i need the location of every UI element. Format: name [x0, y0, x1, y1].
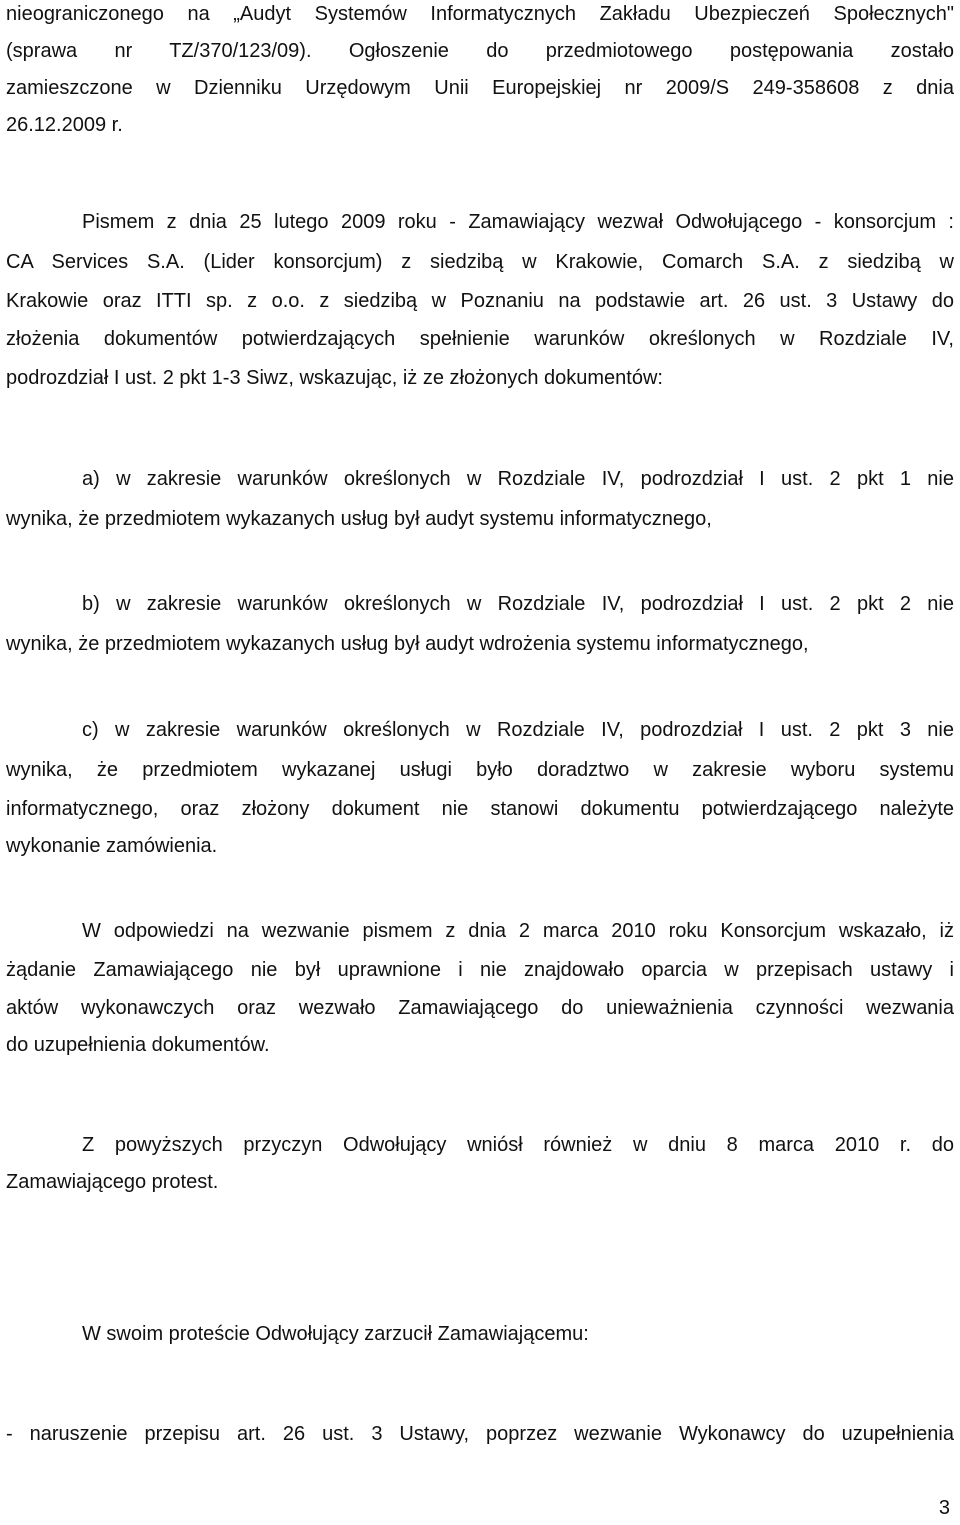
paragraph-3-line-2: wynika, że przedmiotem wykazanych usług był audyt systemu informatycznego,	[6, 508, 712, 530]
paragraph-4-line-1: b) w zakresie warunków określonych w Rozdziale IV, podrozdział I ust. 2 pkt 2 nie	[82, 593, 954, 615]
paragraph-1-line-2: (sprawa nr TZ/370/123/09). Ogłoszenie do przedmiotowego postępowania zostało	[6, 40, 954, 62]
paragraph-2-line-5: podrozdział I ust. 2 pkt 1-3 Siwz, wskazując, iż ze złożonych dokumentów:	[6, 367, 663, 389]
paragraph-1-line-1: nieograniczonego na „Audyt Systemów Informatycznych Zakładu Ubezpieczeń Społecznych"	[6, 3, 954, 25]
paragraph-6-line-1: W odpowiedzi na wezwanie pismem z dnia 2 marca 2010 roku Konsorcjum wskazało, iż	[82, 920, 954, 942]
paragraph-6-line-3: aktów wykonawczych oraz wezwało Zamawiającego do unieważnienia czynności wezwania	[6, 997, 954, 1019]
paragraph-2-line-3: Krakowie oraz ITTI sp. z o.o. z siedzibą w Poznaniu na podstawie art. 26 ust. 3 Ustawy do	[6, 290, 954, 312]
paragraph-4-line-2: wynika, że przedmiotem wykazanych usług był audyt wdrożenia systemu informatycznego,	[6, 633, 809, 655]
paragraph-5-line-1: c) w zakresie warunków określonych w Rozdziale IV, podrozdział I ust. 2 pkt 3 nie	[82, 719, 954, 741]
paragraph-2-line-4: złożenia dokumentów potwierdzających spełnienie warunków określonych w Rozdziale IV,	[6, 328, 954, 350]
paragraph-1-line-3: zamieszczone w Dzienniku Urzędowym Unii Europejskiej nr 2009/S 249-358608 z dnia	[6, 77, 954, 99]
paragraph-5-line-4: wykonanie zamówienia.	[6, 835, 218, 857]
paragraph-2-line-2: CA Services S.A. (Lider konsorcjum) z siedzibą w Krakowie, Comarch S.A. z siedzibą w	[6, 251, 954, 273]
paragraph-3-line-1: a) w zakresie warunków określonych w Rozdziale IV, podrozdział I ust. 2 pkt 1 nie	[82, 468, 954, 490]
paragraph-1-line-4: 26.12.2009 r.	[6, 114, 123, 136]
paragraph-6-line-2: żądanie Zamawiającego nie był uprawnione i nie znajdowało oparcia w przepisach ustawy i	[6, 959, 954, 981]
paragraph-7-line-2: Zamawiającego protest.	[6, 1171, 219, 1193]
page-number: 3	[938, 1497, 950, 1519]
paragraph-8-line-1: W swoim proteście Odwołujący zarzucił Zamawiającemu:	[82, 1323, 589, 1345]
paragraph-6-line-4: do uzupełnienia dokumentów.	[6, 1034, 270, 1056]
paragraph-2-line-1: Pismem z dnia 25 lutego 2009 roku - Zamawiający wezwał Odwołującego - konsorcjum :	[82, 211, 954, 233]
paragraph-5-line-3: informatycznego, oraz złożony dokument nie stanowi dokumentu potwierdzającego należyte	[6, 798, 954, 820]
paragraph-7-line-1: Z powyższych przyczyn Odwołujący wniósł również w dniu 8 marca 2010 r. do	[82, 1134, 954, 1156]
paragraph-5-line-2: wynika, że przedmiotem wykazanej usługi było doradztwo w zakresie wyboru systemu	[6, 759, 954, 781]
paragraph-9-line-1: - naruszenie przepisu art. 26 ust. 3 Ustawy, poprzez wezwanie Wykonawcy do uzupełnienia	[6, 1423, 954, 1445]
